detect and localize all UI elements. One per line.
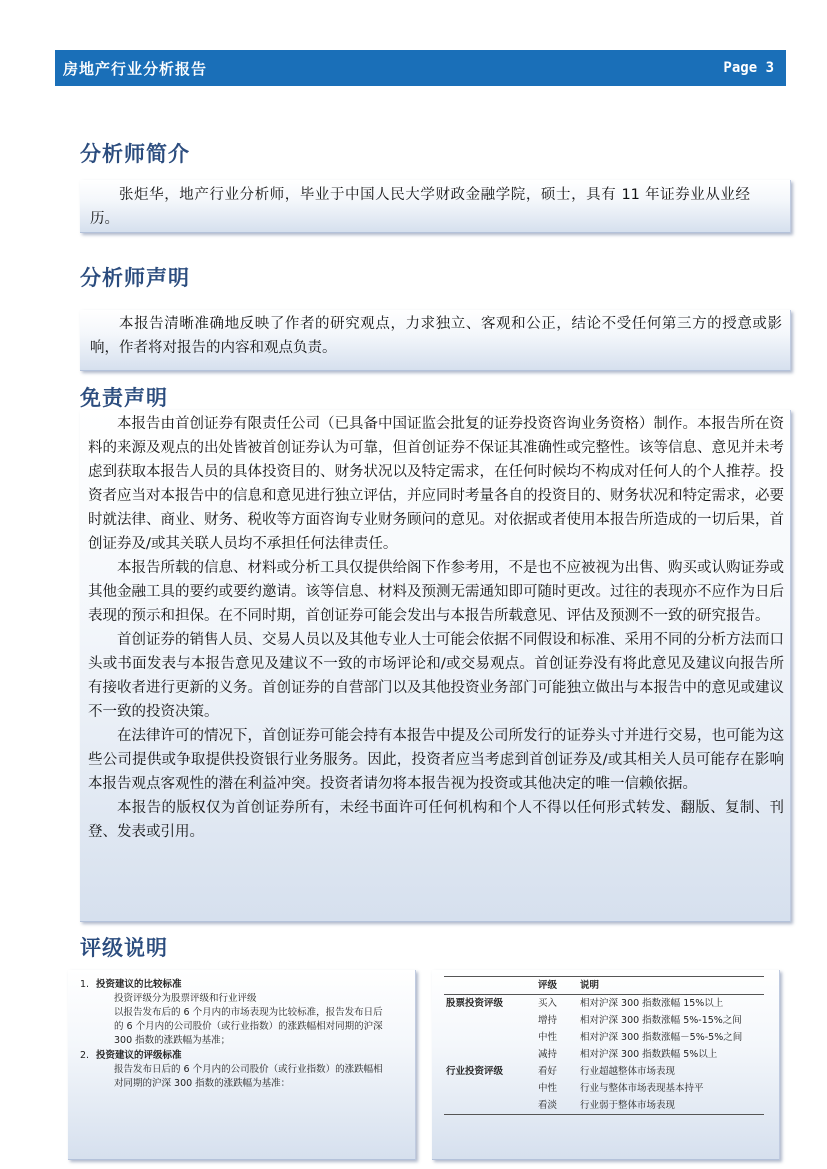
analyst-intro-text: 张炬华，地产行业分析师，毕业于中国人民大学财政金融学院，硕士，具有 11 年证券业从业经历。 (90, 187, 750, 227)
analyst-statement-box (80, 310, 791, 371)
page-header (55, 50, 786, 86)
table-cell: 增持 (538, 1015, 558, 1026)
disclaimer-paragraph: 本报告所载的信息、材料或分析工具仅提供给阁下作参考用，不是也不应被视为出售、购买或认购证券或其他金融工具的要约或要约邀请。该等信息、材料及预测无需通知即可随时更改。过往的表现亦不应作为日后表现的预示和担保。在不同时期，首创证券可能会发出与本报告所载意见、评估及预测不一致的研究报告。 (88, 560, 784, 624)
criteria-label: 投资建议的比较标准 (96, 979, 182, 990)
rating-criteria-item (68, 1049, 415, 1091)
criteria-number: 1. (80, 979, 90, 990)
table-cell: 行业与整体市场表现基本持平 (580, 1083, 704, 1094)
table-header-cell (444, 977, 536, 995)
table-cell (444, 1012, 536, 1029)
rating-table (444, 976, 764, 1115)
disclaimer-paragraph: 本报告的版权仅为首创证券所有，未经书面许可任何机构和个人不得以任何形式转发、翻版、复制、刊登、发表或引用。 (88, 800, 784, 840)
table-cell: 买入 (538, 998, 558, 1009)
criteria-body: 报告发布日后的 6 个月内的公司股价（或行业指数）的涨跌幅相对同期的沪深 300 指数的涨跌幅为基准： (114, 1064, 383, 1089)
rating-criteria-box (68, 970, 416, 1160)
table-row (444, 1012, 764, 1029)
table-cell: 中性 (538, 1032, 558, 1043)
table-row (444, 1063, 764, 1080)
analyst-statement-title: 分析师声明 (80, 266, 190, 290)
table-cell: 相对沪深 300 指数跌幅 5%以上 (580, 1049, 718, 1060)
table-row (444, 1029, 764, 1046)
table-cell: 行业投资评级 (446, 1066, 504, 1077)
table-cell: 行业超越整体市场表现 (580, 1066, 676, 1077)
table-cell: 行业弱于整体市场表现 (580, 1100, 676, 1111)
table-row (444, 1046, 764, 1063)
analyst-intro-box (80, 180, 791, 233)
rating-table-box (432, 970, 780, 1160)
table-cell: 相对沪深 300 指数涨幅 5%-15%之间 (580, 1015, 742, 1026)
table-cell: 相对沪深 300 指数涨幅－5%-5%之间 (580, 1032, 743, 1043)
disclaimer-box (80, 410, 791, 922)
table-cell (444, 1029, 536, 1046)
table-row (444, 1080, 764, 1097)
table-row (444, 1097, 764, 1115)
criteria-label: 投资建议的评级标准 (96, 1050, 182, 1061)
table-cell: 股票投资评级 (446, 998, 504, 1009)
rating-title: 评级说明 (80, 936, 168, 960)
disclaimer-paragraph: 本报告由首创证券有限责任公司（已具备中国证监会批复的证券投资咨询业务资格）制作。本报告所在资料的来源及观点的出处皆被首创证券认为可靠，但首创证券不保证其准确性或完整性。该等信息、意见并未考虑到获取本报告人员的具体投资目的、财务状况以及特定需求，在任何时候均不构成对任何人的个人推荐。投资者应当对本报告中的信息和意见进行独立评估，并应同时考量各自的投资目的、财务状况和特定需求，必要时就法律、商业、财务、税收等方面咨询专业财务顾问的意见。对依据或者使用本报告所造成的一切后果，首创证券及/或其关联人员均不承担任何法律责任。 (88, 416, 784, 552)
table-header-cell: 说明 (580, 980, 600, 991)
table-cell (444, 1046, 536, 1063)
rating-table-header (444, 977, 764, 995)
table-cell: 看淡 (538, 1100, 558, 1111)
table-cell (444, 1080, 536, 1097)
disclaimer-paragraph: 首创证券的销售人员、交易人员以及其他专业人士可能会依据不同假设和标准、采用不同的分析方法而口头或书面发表与本报告意见及建议不一致的市场评论和/或交易观点。首创证券没有将此意见及建议向报告所有接收者进行更新的义务。首创证券的自营部门以及其他投资业务部门可能独立做出与本报告中的意见或建议不一致的投资决策。 (88, 632, 784, 720)
report-title: 房地产行业分析报告 (63, 59, 208, 78)
criteria-body: 投资评级分为股票评级和行业评级 以报告发布后的 6 个月内的市场表现为比较标准，报告发布日后的 6 个月内的公司股价（或行业指数）的涨跌幅相对同期的沪深 300 指数的涨跌幅为基准； (114, 993, 383, 1046)
table-cell: 看好 (538, 1066, 558, 1077)
disclaimer-paragraph: 在法律许可的情况下，首创证券可能会持有本报告中提及公司所发行的证券头寸并进行交易，也可能为这些公司提供或争取提供投资银行业务服务。因此，投资者应当考虑到首创证券及/或其相关人员可能存在影响本报告观点客观性的潜在利益冲突。投资者请勿将本报告视为投资或其他决定的唯一信赖依据。 (88, 728, 784, 792)
analyst-intro-title: 分析师简介 (80, 142, 190, 166)
disclaimer-title: 免责声明 (80, 386, 168, 410)
analyst-statement-text: 本报告清晰准确地反映了作者的研究观点，力求独立、客观和公正，结论不受任何第三方的授意或影响，作者将对报告的内容和观点负责。 (90, 316, 782, 356)
table-cell (444, 1097, 536, 1115)
table-cell: 相对沪深 300 指数涨幅 15%以上 (580, 998, 724, 1009)
table-row (444, 995, 764, 1013)
table-cell: 中性 (538, 1083, 558, 1094)
table-header-cell: 评级 (538, 980, 558, 991)
table-cell: 减持 (538, 1049, 558, 1060)
rating-criteria-item (68, 978, 415, 1048)
page-number: Page 3 (723, 60, 774, 76)
criteria-number: 2. (80, 1050, 90, 1061)
